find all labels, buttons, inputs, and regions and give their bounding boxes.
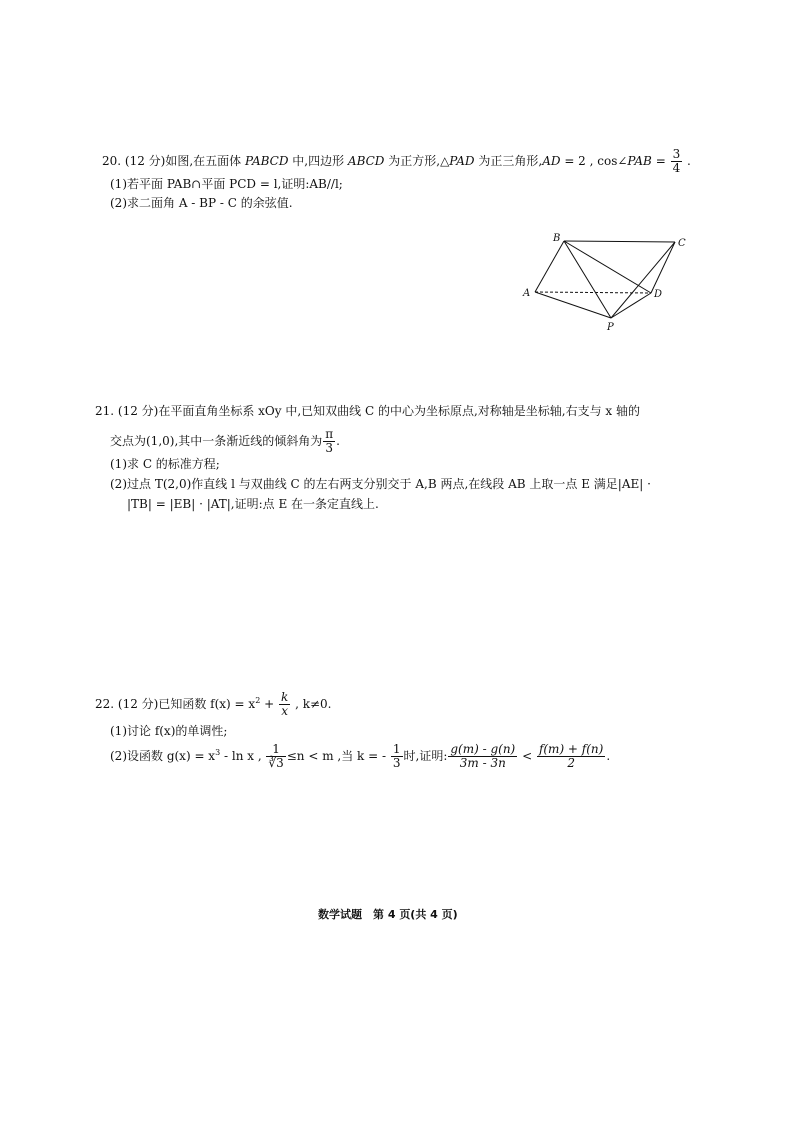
- edge-cp: [611, 242, 675, 318]
- q22-stem: 22. (12 分)已知函数 $f(x) = x^2$ + $\frac{k}{x}$ , k≠0.: [95, 690, 332, 719]
- vertex-label-a: A: [523, 288, 531, 299]
- page-footer: 数学试题 第 4 页(共 4 页): [318, 908, 458, 921]
- q22-part1: (1)讨论 f(x)的单调性;: [110, 724, 228, 738]
- q20-part2: (2)求二面角 A - BP - C 的余弦值.: [110, 196, 293, 210]
- edge-bc: [564, 241, 675, 242]
- fraction-f-average: $\frac{f(m) + f(n)}{2}$: [538, 742, 604, 771]
- q21-part2-line1: (2)过点 T(2,0)作直线 l 与双曲线 C 的左右两支分别交于 A,B 两点,在线段 AB 上取一点 E 满足|AE| ·: [110, 477, 651, 491]
- q21-part2-line2: |TB| = |EB| · |AT|,证明:点 E 在一条定直线上.: [127, 497, 379, 511]
- fraction-pi-3: $\frac{\pi}{3}$: [325, 427, 334, 456]
- pentahedron-figure: [515, 230, 695, 340]
- fraction-k-x: $\frac{k}{x}$: [280, 690, 289, 719]
- q20-part1: (1)若平面 PAB∩平面 PCD = l,证明:AB//l;: [110, 177, 343, 191]
- edge-ap: [535, 292, 611, 318]
- vertex-label-c: C: [678, 238, 686, 249]
- vertex-label-p: P: [607, 322, 614, 333]
- edge-ad-dashed: [535, 292, 651, 293]
- fraction-3-4: $\frac{3}{4}$: [672, 147, 681, 176]
- q21-stem-line2: 交点为(1,0),其中一条渐近线的倾斜角为 $\frac{\pi}{3}$ .: [110, 427, 340, 456]
- edge-bp: [564, 241, 611, 318]
- q22-part2: (2)设函数 $g(x) = x^3 - \ln x$ , $\frac{1}{∛3}$ ≤n < m ,当 k = - $\frac{1}{3}$ 时,证明: $\frac{g(m) - g(n)}{3m - 3n}$ < $\frac{f(m) + f(n)}{2}$ .: [110, 742, 611, 771]
- fraction-g-difference: $\frac{g(m) - g(n)}{3m - 3n}$: [450, 742, 516, 771]
- fraction-1-3: $\frac{1}{3}$: [392, 742, 401, 771]
- edge-cd: [651, 242, 675, 293]
- edge-ba: [535, 241, 564, 292]
- vertex-label-b: B: [553, 233, 561, 244]
- fraction-1-cuberoot3: $\frac{1}{∛3}$: [268, 742, 284, 771]
- edge-dp: [611, 293, 651, 318]
- q21-part1: (1)求 C 的标准方程;: [110, 457, 220, 471]
- edge-bd: [564, 241, 651, 293]
- vertex-label-d: D: [654, 289, 663, 300]
- q20-stem: 20. (12 分)如图,在五面体 PABCD 中,四边形 ABCD 为正方形,△PAD 为正三角形,AD = 2 , cos∠PAB = $\frac{3}{4}$ .: [102, 147, 691, 176]
- q21-stem-line1: 21. (12 分)在平面直角坐标系 xOy 中,已知双曲线 C 的中心为坐标原点,对称轴是坐标轴,右支与 x 轴的: [95, 404, 641, 418]
